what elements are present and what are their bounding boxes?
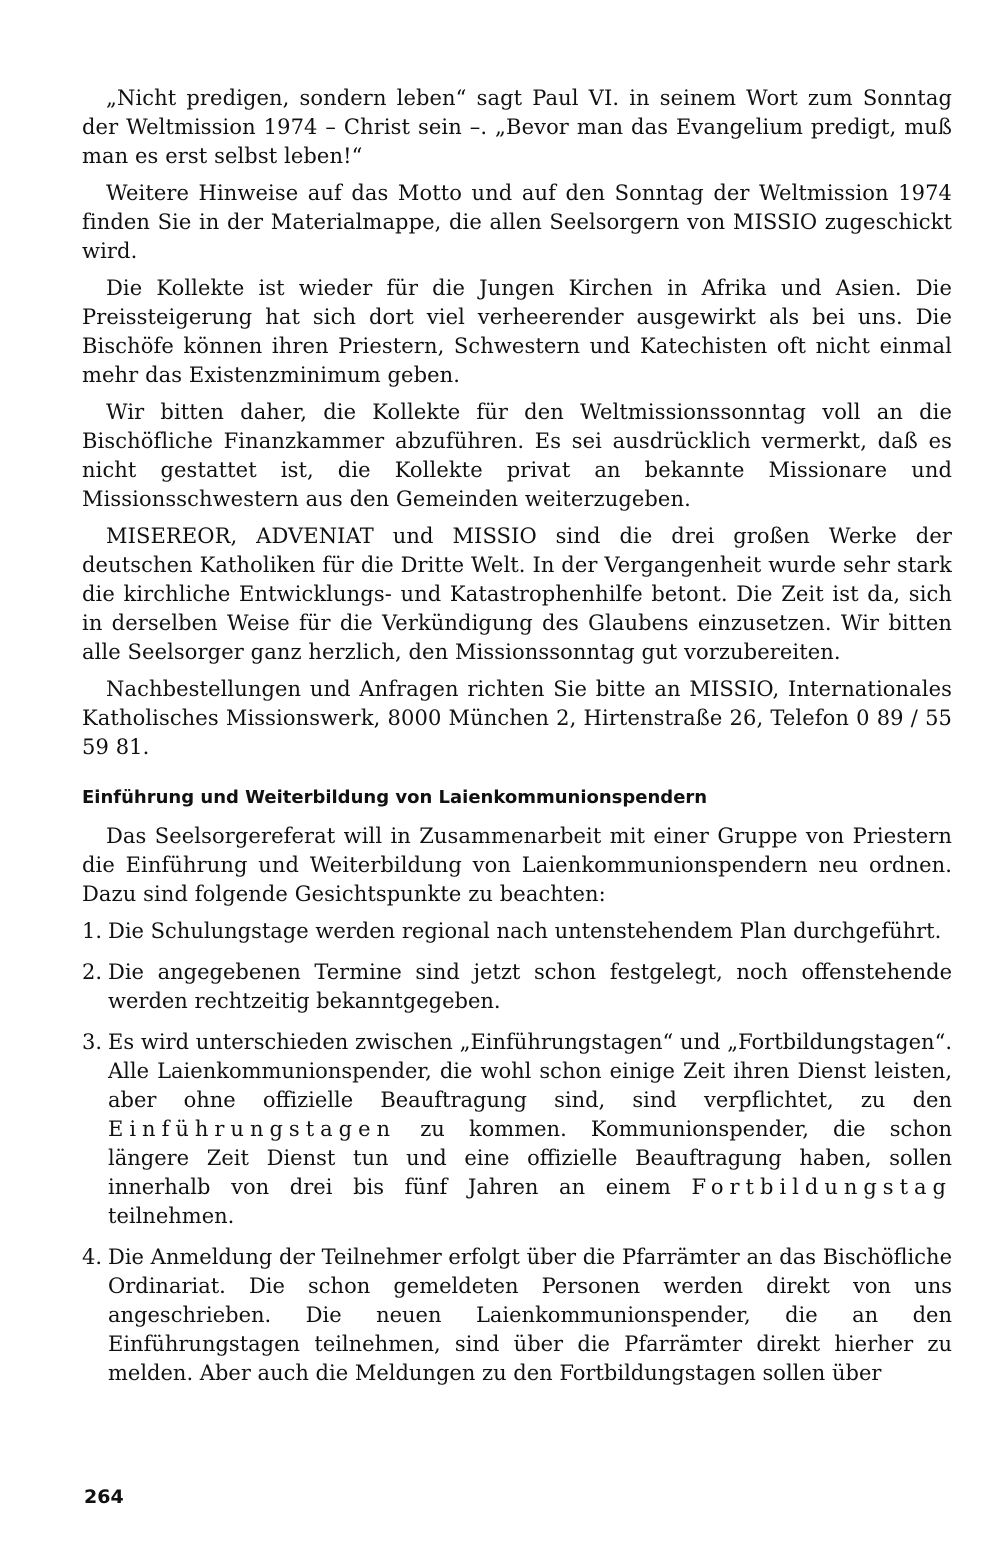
paragraph-nachbestellungen: Nachbestellungen und Anfragen richten Sie bitte an MISSIO, Internationales Katholisches Missionswerk, 8000 München 2, Hirtenstraße 26, Telefon 0 89 / 55 59 81. — [82, 677, 952, 759]
list-text-part: zu kommen. Kommunionspender, die schon längere Zeit Dienst tun und eine offizielle Beauftragung haben, sollen innerhalb von drei bis fünf Jahren an einem — [108, 1117, 952, 1199]
list-item — [82, 1028, 952, 1231]
list-text — [108, 1028, 952, 1231]
section-intro: Das Seelsorgereferat will in Zusammenarbeit mit einer Gruppe von Priestern die Einführung und Weiterbildung von Laienkommunionspendern neu ordnen. Dazu sind folgende Gesichtspunkte zu beachten: — [82, 824, 952, 906]
spaced-term-fortbildungstag: Fortbildungstag — [691, 1175, 952, 1199]
list-number: 4. — [82, 1245, 103, 1269]
guidelines-list — [82, 917, 952, 1388]
spaced-term-einfuehrungstagen: Einführungstagen — [108, 1117, 397, 1141]
paragraph-motto: „Nicht predigen, sondern leben“ sagt Paul VI. in seinem Wort zum Sonntag der Weltmission 1974 – Christ sein –. „Bevor man das Evangelium predigt, muß man es erst selbst leben!“ — [82, 86, 952, 168]
list-item — [82, 1243, 952, 1388]
page-body — [82, 84, 952, 1400]
list-number: 1. — [82, 919, 103, 943]
list-number: 2. — [82, 960, 103, 984]
paragraph-finanzkammer: Wir bitten daher, die Kollekte für den Weltmissionssonntag voll an die Bischöfliche Finanzkammer abzuführen. Es sei ausdrücklich vermerkt, daß es nicht gestattet ist, die Kollekte privat an bekannte Missionare und Missionsschwestern aus den Gemeinden weiterzugeben. — [82, 400, 952, 511]
list-text: Die Schulungstage werden regional nach untenstehendem Plan durchgeführt. — [108, 919, 942, 943]
paragraph-materialmappe: Weitere Hinweise auf das Motto und auf den Sonntag der Weltmission 1974 finden Sie in der Materialmappe, die allen Seelsorgern von MISSIO zugeschickt wird. — [82, 181, 952, 263]
paragraph-hilfswerke: MISEREOR, ADVENIAT und MISSIO sind die drei großen Werke der deutschen Katholiken für die Dritte Welt. In der Vergangenheit wurde sehr stark die kirchliche Entwicklungs- und Katastrophenhilfe betont. Die Zeit ist da, sich in derselben Weise für die Verkündigung des Glaubens einzusetzen. Wir bitten alle Seelsorger ganz herzlich, den Missionssonntag gut vorzubereiten. — [82, 524, 952, 664]
list-text-part: teilnehmen. — [108, 1204, 235, 1228]
section-heading: Einführung und Weiterbildung von Laienkommunionspendern — [82, 787, 708, 808]
list-text: Die angegebenen Termine sind jetzt schon festgelegt, noch offenstehende werden rechtzeitig bekanntgegeben. — [108, 960, 952, 1013]
list-text-part: Es wird unterschieden zwischen „Einführungstagen“ und „Fortbildungstagen“. Alle Laienkommunionspender, die wohl schon einige Zeit ihren Dienst leisten, aber ohne offizielle Beauftragung sind, sind verpflichtet, zu den — [108, 1030, 952, 1112]
list-item — [82, 917, 952, 946]
list-text: Die Anmeldung der Teilnehmer erfolgt über die Pfarrämter an das Bischöfliche Ordinariat. Die schon gemeldeten Personen werden direkt von uns angeschrieben. Die neuen Laienkommunionspender, die an den Einführungstagen teilnehmen, sind über die Pfarrämter direkt hierher zu melden. Aber auch die Meldungen zu den Fortbildungstagen sollen über — [108, 1245, 952, 1385]
list-number: 3. — [82, 1030, 103, 1054]
list-item — [82, 958, 952, 1016]
page-number: 264 — [84, 1486, 124, 1508]
paragraph-kollekte: Die Kollekte ist wieder für die Jungen Kirchen in Afrika und Asien. Die Preissteigerung hat sich dort viel verheerender ausgewirkt als bei uns. Die Bischöfe können ihren Priestern, Schwestern und Katechisten oft nicht einmal mehr das Existenzminimum geben. — [82, 276, 952, 387]
